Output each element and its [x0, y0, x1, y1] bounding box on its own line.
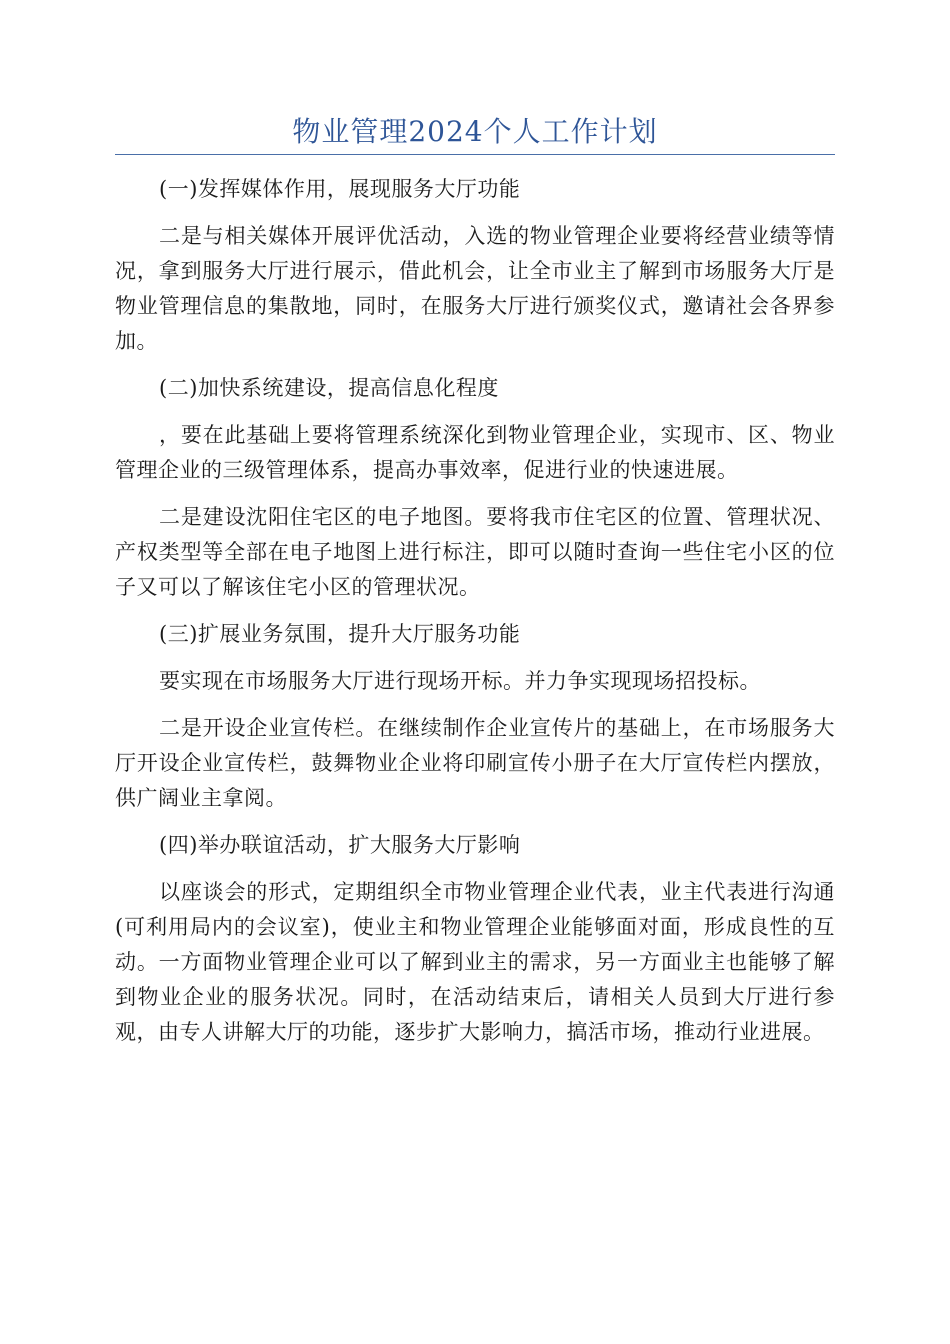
- document-title: 物业管理2024个人工作计划: [292, 115, 658, 148]
- document-body: [115, 172, 835, 1062]
- paragraph-onsite-bidding: 要实现在市场服务大厅进行现场开标。并力争实现现场招投标。: [159, 669, 761, 693]
- paragraph-publicity-board: 二是开设企业宣传栏。在继续制作企业宣传片的基础上，在市场服务大厅开设企业宣传栏，鼓舞物业企业将印刷宣传小册子在大厅宣传栏内摆放，供广阔业主拿阅。: [115, 716, 835, 810]
- paragraph-management-system: ，要在此基础上要将管理系统深化到物业管理企业，实现市、区、物业管理企业的三级管理体系，提高办事效率，促进行业的快速进展。: [115, 423, 835, 482]
- section-heading-3: (三)扩展业务氛围，提升大厅服务功能: [159, 622, 521, 646]
- paragraph-forum-activities: 以座谈会的形式，定期组织全市物业管理企业代表，业主代表进行沟通(可利用局内的会议室)，使业主和物业管理企业能够面对面，形成良性的互动。一方面物业管理企业可以了解到业主的需求，另一方面业主也能够了解到物业企业的服务状况。同时，在活动结束后，请相关人员到大厅进行参观，由专人讲解大厅的功能，逐步扩大影响力，搞活市场，推动行业进展。: [115, 880, 835, 1044]
- paragraph-media-awards: 二是与相关媒体开展评优活动，入选的物业管理企业要将经营业绩等情况，拿到服务大厅进行展示，借此机会，让全市业主了解到市场服务大厅是物业管理信息的集散地，同时，在服务大厅进行颁奖仪式，邀请社会各界参加。: [115, 224, 835, 353]
- section-heading-4: (四)举办联谊活动，扩大服务大厅影响: [159, 833, 521, 857]
- section-heading-1: (一)发挥媒体作用，展现服务大厅功能: [159, 177, 521, 201]
- section-heading-2: (二)加快系统建设，提高信息化程度: [159, 376, 499, 400]
- paragraph-electronic-map: 二是建设沈阳住宅区的电子地图。要将我市住宅区的位置、管理状况、产权类型等全部在电子地图上进行标注，即可以随时查询一些住宅小区的位子又可以了解该住宅小区的管理状况。: [115, 505, 835, 599]
- title-underline: [115, 154, 835, 155]
